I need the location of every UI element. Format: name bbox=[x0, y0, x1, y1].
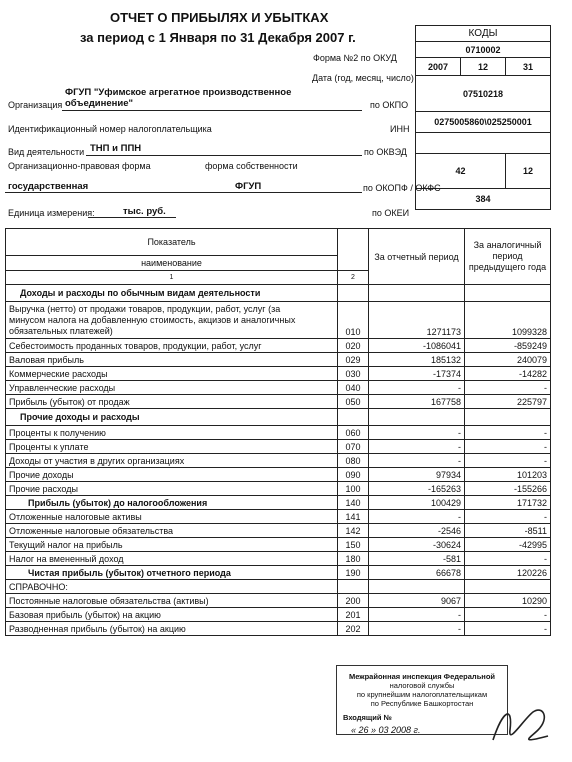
row-current: 9067 bbox=[369, 594, 465, 608]
row-current bbox=[369, 285, 465, 302]
okei-code: 384 bbox=[416, 189, 551, 210]
row-name: Базовая прибыль (убыток) на акцию bbox=[6, 608, 338, 622]
row-name: Разводненная прибыль (убыток) на акцию bbox=[6, 622, 338, 636]
row-previous: -859249 bbox=[465, 339, 551, 353]
inn-code: 0275005860\025250001 bbox=[416, 112, 551, 133]
header-previous-line-2: период bbox=[492, 251, 523, 261]
codes-header: КОДЫ bbox=[416, 26, 551, 42]
row-current: -1086041 bbox=[369, 339, 465, 353]
row-name: Текущий налог на прибыль bbox=[6, 538, 338, 552]
org-name-line-1: ФГУП "Уфимское агрегатное производственное bbox=[65, 87, 292, 98]
okved-code bbox=[416, 133, 551, 154]
col-number-1: 1 bbox=[6, 271, 338, 285]
table-row bbox=[6, 353, 551, 367]
activity-underline bbox=[86, 155, 362, 156]
row-name: Чистая прибыль (убыток) отчетного периода bbox=[6, 566, 338, 580]
inn-description: Идентификационный номер налогоплательщика bbox=[8, 124, 212, 134]
row-name: Прибыль (убыток) от продаж bbox=[6, 395, 338, 409]
row-name bbox=[6, 302, 338, 339]
okud-label: Форма №2 по ОКУД bbox=[313, 53, 397, 63]
row-code: 050 bbox=[338, 395, 369, 409]
row-code: 100 bbox=[338, 482, 369, 496]
row-current: 66678 bbox=[369, 566, 465, 580]
row-previous bbox=[465, 285, 551, 302]
unit-value: тыс. руб. bbox=[123, 206, 166, 217]
row-previous: 240079 bbox=[465, 353, 551, 367]
row-current: 1271173 bbox=[369, 302, 465, 339]
col-number-2: 2 bbox=[338, 271, 369, 285]
income-statement-table bbox=[5, 228, 551, 636]
okud-code: 0710002 bbox=[416, 42, 551, 58]
row-previous: 171732 bbox=[465, 496, 551, 510]
row-code: 029 bbox=[338, 353, 369, 367]
row-name: Управленческие расходы bbox=[6, 381, 338, 395]
table-row bbox=[6, 302, 551, 339]
row-current: - bbox=[369, 622, 465, 636]
date-year: 2007 bbox=[416, 58, 461, 76]
legal-form-value: государственная bbox=[8, 181, 89, 192]
row-previous: -8511 bbox=[465, 524, 551, 538]
stamp-date: « 26 » 03 2008 г. bbox=[351, 725, 421, 735]
row-current: - bbox=[369, 440, 465, 454]
row-current: 185132 bbox=[369, 353, 465, 367]
row-name: СПРАВОЧНО: bbox=[6, 580, 338, 594]
row-previous: - bbox=[465, 454, 551, 468]
okpo-label: по ОКПО bbox=[370, 100, 409, 110]
row-previous bbox=[465, 409, 551, 426]
header-current-period: За отчетный период bbox=[369, 229, 465, 285]
row-current: -30624 bbox=[369, 538, 465, 552]
row-current: -2546 bbox=[369, 524, 465, 538]
row-code: 010 bbox=[338, 302, 369, 339]
row-previous: 225797 bbox=[465, 395, 551, 409]
row-code: 090 bbox=[338, 468, 369, 482]
row-previous: - bbox=[465, 381, 551, 395]
header-previous-line-3: предыдущего года bbox=[468, 262, 547, 272]
row-code: 080 bbox=[338, 454, 369, 468]
okopf-code: 42 bbox=[416, 154, 506, 189]
ownership-value: ФГУП bbox=[235, 181, 262, 192]
row-name: Постоянные налоговые обязательства (активы) bbox=[6, 594, 338, 608]
row-previous: 120226 bbox=[465, 566, 551, 580]
row-name: Прочие доходы и расходы bbox=[6, 409, 338, 426]
row-code: 140 bbox=[338, 496, 369, 510]
row-code: 142 bbox=[338, 524, 369, 538]
table-row bbox=[6, 426, 551, 440]
stamp-line-4: по Республике Башкортостан bbox=[370, 699, 474, 708]
row-name: Доходы и расходы по обычным видам деятельности bbox=[6, 285, 338, 302]
row-name-line: минусом налога на добавленную стоимость, акцизов и аналогичных bbox=[9, 314, 296, 325]
row-name: Налог на вмененный доход bbox=[6, 552, 338, 566]
stamp-line-1: Межрайонная инспекция Федеральной bbox=[348, 672, 496, 681]
org-name-line-2: объединение" bbox=[65, 98, 134, 109]
table-row bbox=[6, 496, 551, 510]
table-row bbox=[6, 395, 551, 409]
table-row bbox=[6, 608, 551, 622]
unit-underline bbox=[88, 217, 176, 218]
row-code: 141 bbox=[338, 510, 369, 524]
table-row bbox=[6, 538, 551, 552]
okpo-code: 07510218 bbox=[416, 76, 551, 112]
row-name-line: Выручка (нетто) от продажи товаров, продукции, работ, услуг (за bbox=[9, 303, 281, 314]
okei-label: по ОКЕИ bbox=[372, 208, 410, 218]
table-row bbox=[6, 454, 551, 468]
row-code: 202 bbox=[338, 622, 369, 636]
table-row bbox=[6, 552, 551, 566]
row-code: 030 bbox=[338, 367, 369, 381]
table-row bbox=[6, 566, 551, 580]
date-label: Дата (год, месяц, число) bbox=[312, 73, 414, 83]
header-name: наименование bbox=[6, 256, 338, 271]
table-row bbox=[6, 409, 551, 426]
stamp-incoming-number: Входящий № bbox=[343, 713, 392, 722]
row-previous: 1099328 bbox=[465, 302, 551, 339]
row-previous: - bbox=[465, 510, 551, 524]
row-code: 200 bbox=[338, 594, 369, 608]
row-name: Доходы от участия в других организациях bbox=[6, 454, 338, 468]
row-name-line: обязательных платежей) bbox=[9, 325, 113, 336]
row-current: - bbox=[369, 381, 465, 395]
header-previous-period bbox=[465, 229, 551, 285]
okfs-code: 12 bbox=[506, 154, 551, 189]
inn-label: ИНН bbox=[390, 124, 410, 134]
row-previous: - bbox=[465, 426, 551, 440]
row-code bbox=[338, 409, 369, 426]
okved-label: по ОКВЭД bbox=[364, 147, 407, 157]
unit-label: Единица измерения: bbox=[8, 208, 95, 218]
table-row bbox=[6, 339, 551, 353]
row-current: -165263 bbox=[369, 482, 465, 496]
row-current: - bbox=[369, 608, 465, 622]
table-row bbox=[6, 440, 551, 454]
row-current: 100429 bbox=[369, 496, 465, 510]
row-previous: -14282 bbox=[465, 367, 551, 381]
row-current: - bbox=[369, 426, 465, 440]
row-code: 150 bbox=[338, 538, 369, 552]
table-row bbox=[6, 367, 551, 381]
row-current: 97934 bbox=[369, 468, 465, 482]
legal-form-underline bbox=[5, 192, 362, 193]
table-row bbox=[6, 482, 551, 496]
row-code: 020 bbox=[338, 339, 369, 353]
row-name: Валовая прибыль bbox=[6, 353, 338, 367]
row-previous: 101203 bbox=[465, 468, 551, 482]
row-name: Коммерческие расходы bbox=[6, 367, 338, 381]
row-name: Проценты к получению bbox=[6, 426, 338, 440]
date-day: 31 bbox=[506, 58, 551, 76]
row-previous: 10290 bbox=[465, 594, 551, 608]
row-previous: - bbox=[465, 440, 551, 454]
stamp-line-2: налоговой службы bbox=[389, 681, 455, 690]
ownership-label: форма собственности bbox=[205, 161, 298, 171]
row-code: 201 bbox=[338, 608, 369, 622]
row-name: Прочие расходы bbox=[6, 482, 338, 496]
row-previous: - bbox=[465, 622, 551, 636]
report-title: ОТЧЕТ О ПРИБЫЛЯХ И УБЫТКАХ bbox=[110, 10, 329, 25]
org-label: Организация bbox=[8, 100, 63, 110]
row-previous: - bbox=[465, 608, 551, 622]
org-underline bbox=[62, 110, 362, 111]
row-current: -581 bbox=[369, 552, 465, 566]
activity-label: Вид деятельности bbox=[8, 147, 85, 157]
row-current: -17374 bbox=[369, 367, 465, 381]
row-current bbox=[369, 409, 465, 426]
signature-icon bbox=[488, 700, 558, 752]
row-previous: - bbox=[465, 552, 551, 566]
row-code: 060 bbox=[338, 426, 369, 440]
table-row bbox=[6, 510, 551, 524]
table-row bbox=[6, 580, 551, 594]
table-row bbox=[6, 468, 551, 482]
header-indicator: Показатель bbox=[6, 229, 338, 256]
row-current: 167758 bbox=[369, 395, 465, 409]
row-name: Отложенные налоговые активы bbox=[6, 510, 338, 524]
tax-office-stamp bbox=[336, 665, 508, 735]
table-row bbox=[6, 524, 551, 538]
row-previous bbox=[465, 580, 551, 594]
okopf-label: по ОКОПФ / ОКФС bbox=[363, 183, 441, 193]
row-name: Прочие доходы bbox=[6, 468, 338, 482]
report-period: за период с 1 Января по 31 Декабря 2007 г. bbox=[80, 30, 356, 45]
table-row bbox=[6, 285, 551, 302]
header-previous-line-1: За аналогичный bbox=[473, 240, 542, 250]
row-code: 040 bbox=[338, 381, 369, 395]
row-name: Себестоимость проданных товаров, продукции, работ, услуг bbox=[6, 339, 338, 353]
row-code: 190 bbox=[338, 566, 369, 580]
row-code: 180 bbox=[338, 552, 369, 566]
row-code bbox=[338, 285, 369, 302]
stamp-line-3: по крупнейшим налогоплательщикам bbox=[356, 690, 488, 699]
date-month: 12 bbox=[461, 58, 506, 76]
row-previous: -155266 bbox=[465, 482, 551, 496]
table-row bbox=[6, 594, 551, 608]
row-current: - bbox=[369, 510, 465, 524]
activity-value: ТНП и ППН bbox=[90, 143, 142, 154]
table-row bbox=[6, 622, 551, 636]
row-current bbox=[369, 580, 465, 594]
legal-form-label: Организационно-правовая форма bbox=[8, 161, 151, 171]
row-name: Проценты к уплате bbox=[6, 440, 338, 454]
row-code: 070 bbox=[338, 440, 369, 454]
row-previous: -42995 bbox=[465, 538, 551, 552]
row-name: Отложенные налоговые обязательства bbox=[6, 524, 338, 538]
row-name: Прибыль (убыток) до налогообложения bbox=[6, 496, 338, 510]
row-current: - bbox=[369, 454, 465, 468]
row-code bbox=[338, 580, 369, 594]
table-row bbox=[6, 381, 551, 395]
